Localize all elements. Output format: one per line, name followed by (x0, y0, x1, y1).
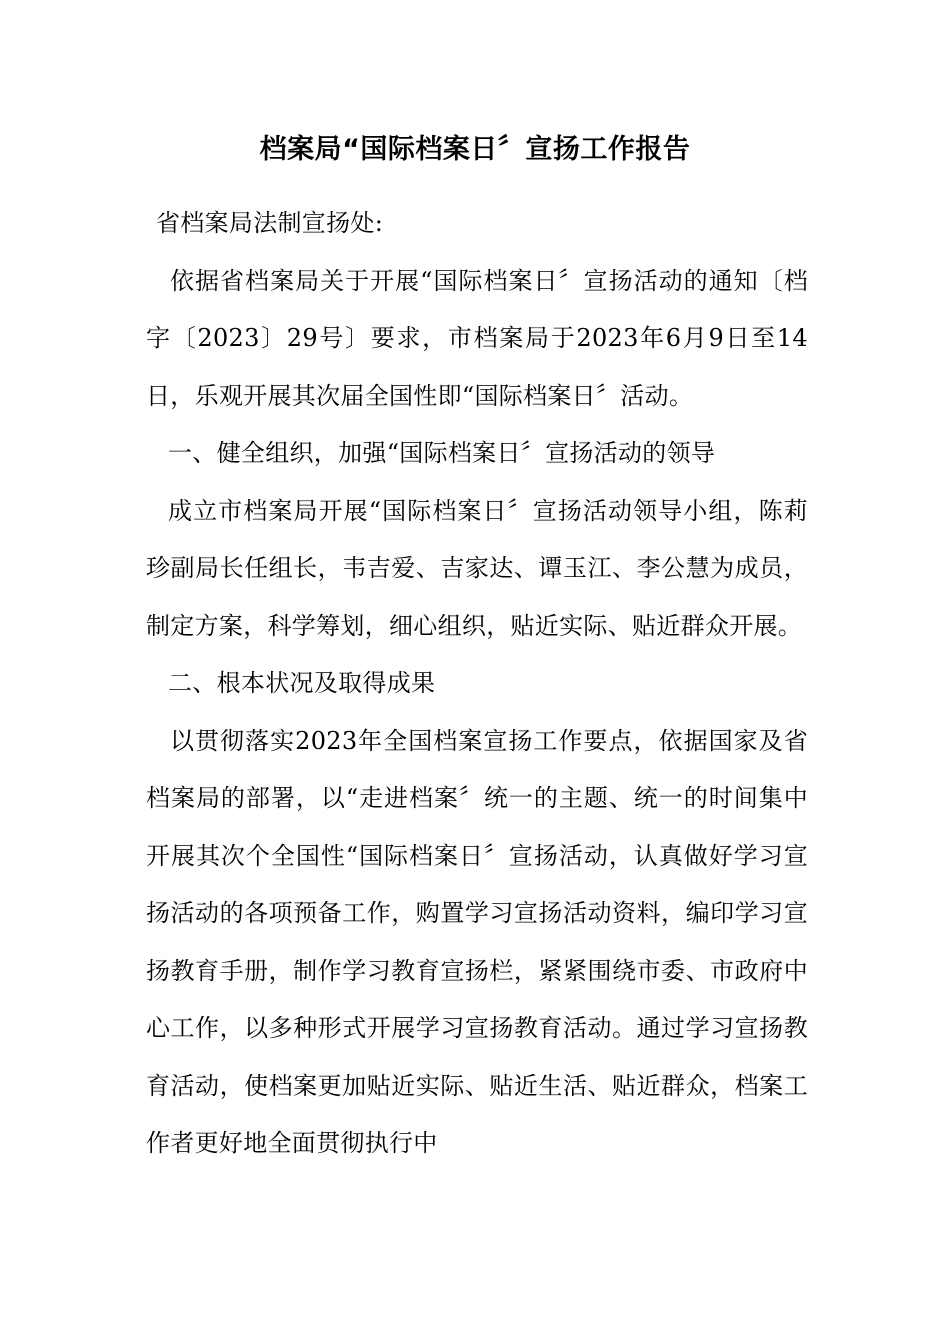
section-heading-results: 二、根本状况及取得成果 (168, 669, 436, 697)
paragraph-leadership-group: 成立市档案局开展“国际档案日〞宣扬活动领导小组，陈莉珍副局长任组长，韦吉爱、吉家达、谭玉江、李公慧为成员，制定方案，科学筹划，细心组织，贴近实际、贴近群众开展。 (146, 496, 808, 640)
document-title: 档案局“国际档案日〞宣扬工作报告 (259, 134, 691, 165)
paragraph-activities: 以贯彻落实2023年全国档案宣扬工作要点，依据国家及省档案局的部署，以“走进档案〞统一的主题、统一的时间集中开展其次个全国性“国际档案日〞宣扬活动，认真做好学习宣扬活动的各项预备工作，购置学习宣扬活动资料，编印学习宣扬教育手册，制作学习教育宣扬栏，紧紧围绕市委、市政府中心工作，以多种形式开展学习宣扬教育活动。通过学习宣扬教育活动，使档案更加贴近实际、贴近生活、贴近群众，档案工作者更好地全面贯彻执行中 (146, 726, 808, 1157)
paragraph-notice: 依据省档案局关于开展“国际档案日〞宣扬活动的通知〔档字〔2023〕29号〕要求，市档案局于2023年6月9日至14日，乐观开展其次届全国性即“国际档案日〞活动。 (146, 266, 808, 410)
document-body (146, 195, 808, 1173)
salutation: 省档案局法制宣扬处: (156, 209, 384, 237)
section-heading-organization: 一、健全组织，加强“国际档案日〞宣扬活动的领导 (168, 439, 716, 467)
